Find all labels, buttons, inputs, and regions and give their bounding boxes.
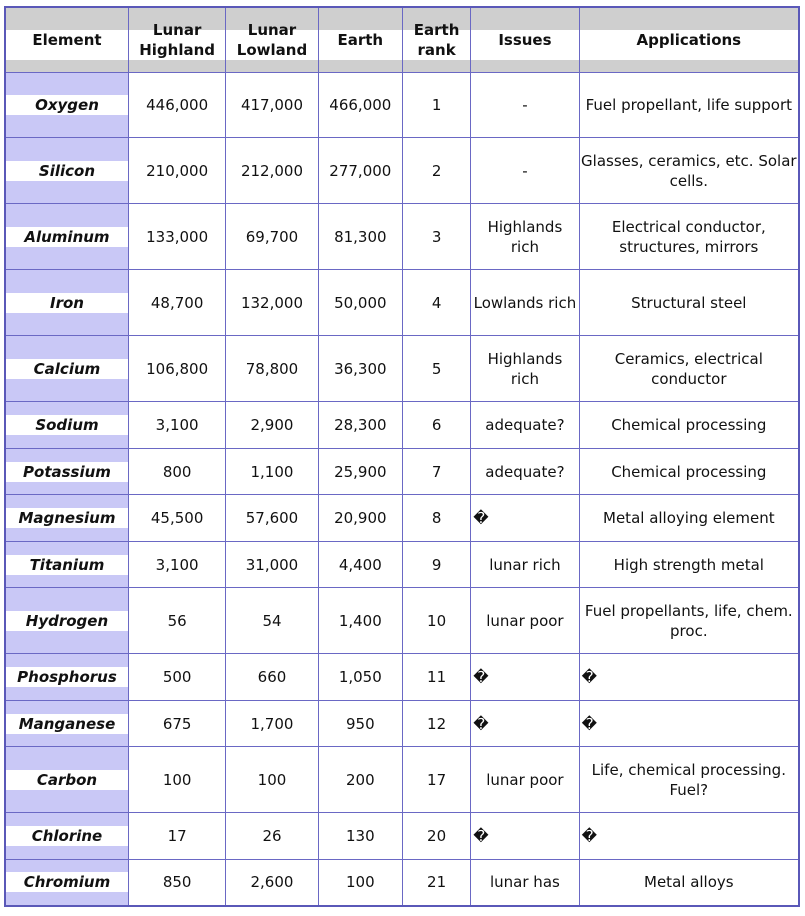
earth-cell: 81,300 [318,204,402,270]
issues-cell: lunar has [471,860,579,906]
earth-cell: 130 [318,813,402,860]
earth-cell: 4,400 [318,542,402,588]
earth-cell: 950 [318,701,402,747]
element-name-cell [5,270,128,336]
header-earth: Earth [318,7,402,73]
earth-cell: 25,900 [318,449,402,495]
element-name: Calcium [33,359,101,378]
lunar-lowland-cell: 1,700 [226,701,318,747]
table-row [5,860,799,906]
element-name: Chlorine [31,827,103,845]
table-row [5,495,799,542]
element-name: Carbon [36,770,98,789]
element-name-cell [5,204,128,270]
applications-cell: Fuel propellant, life support [579,73,799,138]
element-name-cell [5,495,128,542]
lunar-lowland-cell: 57,600 [226,495,318,542]
issues-cell: adequate? [471,449,579,495]
element-name: Manganese [18,714,116,733]
table-row [5,270,799,336]
earth-cell: 20,900 [318,495,402,542]
table-row [5,73,799,138]
table-row [5,402,799,449]
element-abundance-table [4,6,800,907]
lunar-lowland-cell: 78,800 [226,336,318,402]
lunar-highland-cell: 675 [128,701,225,747]
lunar-highland-cell: 17 [128,813,225,860]
lunar-lowland-cell: 2,900 [226,402,318,449]
header-applications: Applications [579,7,799,73]
header-element: Element [5,7,128,73]
element-name: Aluminum [24,227,110,246]
issues-cell: � [471,495,579,542]
lunar-highland-cell: 45,500 [128,495,225,542]
issues-cell: Highlands rich [471,336,579,402]
header-issues: Issues [471,7,579,73]
table-row [5,138,799,204]
lunar-lowland-cell: 2,600 [226,860,318,906]
lunar-highland-cell: 56 [128,588,225,654]
table-row [5,813,799,860]
issues-cell: - [471,138,579,204]
earth-rank-cell: 12 [402,701,470,747]
lunar-highland-cell: 3,100 [128,542,225,588]
element-name: Silicon [38,161,96,180]
issues-cell: � [471,813,579,860]
earth-rank-cell: 2 [402,138,470,204]
table-row [5,204,799,270]
element-name-cell [5,588,128,654]
applications-cell: Chemical processing [579,449,799,495]
earth-rank-cell: 11 [402,654,470,701]
header-earth-rank: Earth rank [402,7,470,73]
earth-rank-cell: 21 [402,860,470,906]
table-row [5,588,799,654]
lunar-lowland-cell: 132,000 [226,270,318,336]
earth-cell: 1,400 [318,588,402,654]
earth-cell: 50,000 [318,270,402,336]
table-row [5,449,799,495]
table-row [5,542,799,588]
applications-cell: Life, chemical processing. Fuel? [579,747,799,813]
earth-cell: 1,050 [318,654,402,701]
element-name-cell [5,402,128,449]
issues-cell: lunar poor [471,588,579,654]
lunar-lowland-cell: 660 [226,654,318,701]
applications-cell: High strength metal [579,542,799,588]
earth-cell: 466,000 [318,73,402,138]
earth-rank-cell: 6 [402,402,470,449]
element-name: Oxygen [35,96,99,114]
applications-cell: Metal alloying element [579,495,799,542]
issues-cell: lunar poor [471,747,579,813]
lunar-highland-cell: 106,800 [128,336,225,402]
earth-cell: 200 [318,747,402,813]
element-name: Magnesium [18,509,116,527]
lunar-highland-cell: 800 [128,449,225,495]
lunar-lowland-cell: 100 [226,747,318,813]
header-lunar-highland: Lunar Highland [128,7,225,73]
earth-rank-cell: 10 [402,588,470,654]
element-name-cell [5,701,128,747]
lunar-highland-cell: 446,000 [128,73,225,138]
table-row [5,747,799,813]
earth-cell: 28,300 [318,402,402,449]
applications-cell: Ceramics, electrical conductor [579,336,799,402]
element-name-cell [5,813,128,860]
earth-rank-cell: 17 [402,747,470,813]
applications-cell: Glasses, ceramics, etc. Solar cells. [579,138,799,204]
lunar-lowland-cell: 417,000 [226,73,318,138]
earth-rank-cell: 8 [402,495,470,542]
applications-cell: Fuel propellants, life, chem. proc. [579,588,799,654]
header-lunar-lowland: Lunar Lowland [226,7,318,73]
issues-cell: lunar rich [471,542,579,588]
issues-cell: adequate? [471,402,579,449]
earth-rank-cell: 7 [402,449,470,495]
lunar-highland-cell: 210,000 [128,138,225,204]
element-name: Iron [49,293,84,312]
element-name-cell [5,654,128,701]
element-name-cell [5,747,128,813]
earth-rank-cell: 1 [402,73,470,138]
lunar-highland-cell: 48,700 [128,270,225,336]
element-name-cell [5,542,128,588]
lunar-highland-cell: 133,000 [128,204,225,270]
earth-rank-cell: 3 [402,204,470,270]
issues-cell: Lowlands rich [471,270,579,336]
element-name-cell [5,138,128,204]
earth-cell: 100 [318,860,402,906]
earth-rank-cell: 4 [402,270,470,336]
earth-rank-cell: 20 [402,813,470,860]
applications-cell: � [579,654,799,701]
table-row [5,654,799,701]
applications-cell: � [579,701,799,747]
element-name: Potassium [23,462,111,481]
table-row [5,701,799,747]
applications-cell: Chemical processing [579,402,799,449]
lunar-highland-cell: 500 [128,654,225,701]
earth-rank-cell: 9 [402,542,470,588]
issues-cell: � [471,654,579,701]
table-row [5,336,799,402]
element-name-cell [5,860,128,906]
applications-cell: Electrical conductor, structures, mirrors [579,204,799,270]
applications-cell: Metal alloys [579,860,799,906]
earth-cell: 36,300 [318,336,402,402]
issues-cell: � [471,701,579,747]
lunar-lowland-cell: 31,000 [226,542,318,588]
header-row [5,7,799,73]
element-name: Sodium [35,416,99,434]
lunar-lowland-cell: 26 [226,813,318,860]
element-name: Titanium [29,555,105,574]
element-name: Chromium [23,873,111,892]
element-name-cell [5,336,128,402]
element-name-cell [5,449,128,495]
lunar-lowland-cell: 69,700 [226,204,318,270]
lunar-highland-cell: 100 [128,747,225,813]
element-name: Hydrogen [25,611,109,630]
issues-cell: Highlands rich [471,204,579,270]
issues-cell: - [471,73,579,138]
element-name-cell [5,73,128,138]
applications-cell: � [579,813,799,860]
lunar-lowland-cell: 212,000 [226,138,318,204]
lunar-highland-cell: 3,100 [128,402,225,449]
lunar-lowland-cell: 54 [226,588,318,654]
applications-cell: Structural steel [579,270,799,336]
lunar-lowland-cell: 1,100 [226,449,318,495]
earth-rank-cell: 5 [402,336,470,402]
element-name: Phosphorus [17,668,117,686]
earth-cell: 277,000 [318,138,402,204]
lunar-highland-cell: 850 [128,860,225,906]
